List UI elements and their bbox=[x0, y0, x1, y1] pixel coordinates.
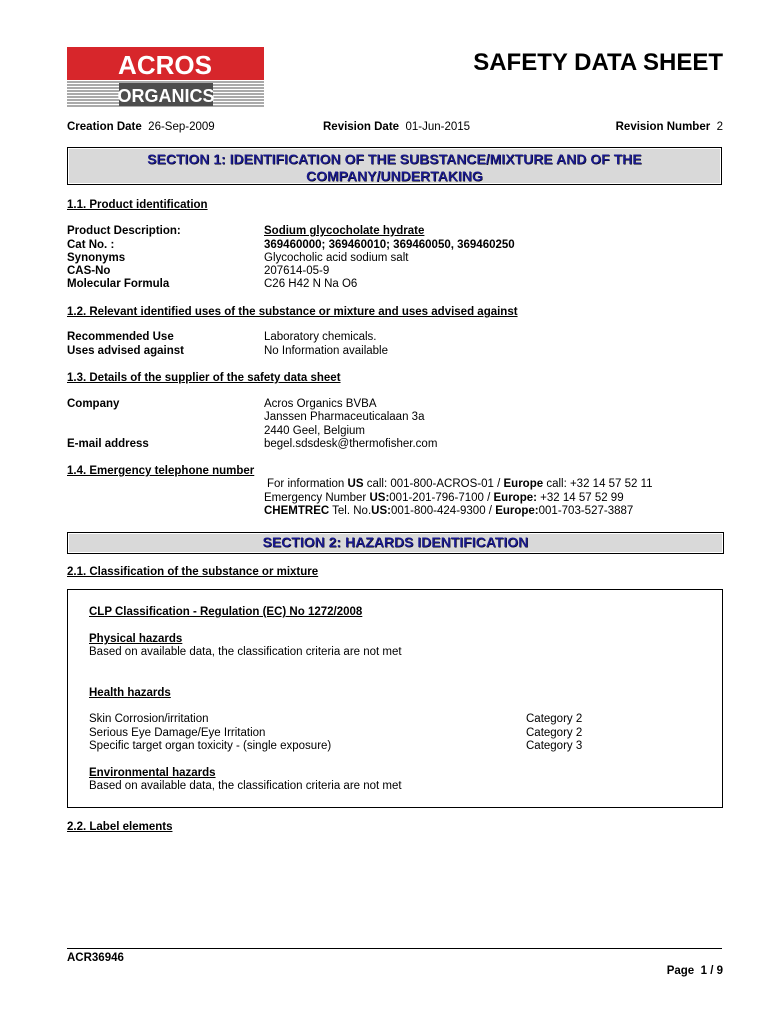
company-label: Company bbox=[67, 398, 120, 410]
use-label: Recommended Use bbox=[67, 331, 174, 343]
logo-line2: ORGANICS bbox=[117, 86, 215, 106]
use-value: No Information available bbox=[264, 345, 389, 357]
physical-hazards-text: Based on available data, the classification criteria are not met bbox=[89, 646, 402, 658]
product-value: Sodium glycocholate hydrate bbox=[264, 225, 425, 237]
hazard-category: Category 2 bbox=[526, 727, 583, 739]
use-value: Laboratory chemicals. bbox=[264, 331, 377, 343]
clp-title: CLP Classification - Regulation (EC) No 1272/2008 bbox=[89, 606, 363, 618]
email-value[interactable]: begel.sdsdesk@thermofisher.com bbox=[264, 438, 438, 450]
s14-title: 1.4. Emergency telephone number bbox=[67, 465, 255, 477]
acros-organics-logo bbox=[67, 47, 264, 108]
section1-heading: SECTION 1: IDENTIFICATION OF THE SUBSTANCE/MIXTURE AND OF THE COMPANY/UNDERTAKING bbox=[67, 147, 722, 185]
product-label: Synonyms bbox=[67, 252, 126, 264]
s12-title: 1.2. Relevant identified uses of the substance or mixture and uses advised against bbox=[67, 306, 518, 318]
hazard-category: Category 2 bbox=[526, 713, 583, 725]
product-value: 207614-05-9 bbox=[264, 265, 330, 277]
product-label: CAS-No bbox=[67, 265, 111, 277]
footer-divider bbox=[67, 948, 722, 949]
product-value: C26 H42 N Na O6 bbox=[264, 278, 358, 290]
hazard-category: Category 3 bbox=[526, 740, 583, 752]
document-code: ACR36946 bbox=[67, 952, 124, 964]
use-label: Uses advised against bbox=[67, 345, 184, 357]
hazard-name: Skin Corrosion/irritation bbox=[89, 713, 209, 725]
company-line: Acros Organics BVBA bbox=[264, 398, 377, 410]
s21-title: 2.1. Classification of the substance or mixture bbox=[67, 566, 319, 578]
creation-date: Creation Date 26-Sep-2009 bbox=[67, 121, 215, 133]
s11-title: 1.1. Product identification bbox=[67, 199, 208, 211]
hazard-name: Serious Eye Damage/Eye Irritation bbox=[89, 727, 266, 739]
email-label: E-mail address bbox=[67, 438, 149, 450]
company-line: Janssen Pharmaceuticalaan 3a bbox=[264, 411, 425, 424]
product-label: Product Description: bbox=[67, 225, 181, 237]
page-number: Page 1 / 9 bbox=[666, 965, 723, 977]
s22-title: 2.2. Label elements bbox=[67, 821, 173, 833]
company-line: 2440 Geel, Belgium bbox=[264, 424, 366, 437]
logo-line1: ACROS bbox=[118, 50, 212, 80]
section2-heading: SECTION 2: HAZARDS IDENTIFICATION bbox=[67, 532, 724, 554]
product-value: Glycocholic acid sodium salt bbox=[264, 252, 409, 264]
revision-number: Revision Number 2 bbox=[615, 121, 723, 133]
product-label: Molecular Formula bbox=[67, 278, 170, 290]
product-label: Cat No. : bbox=[67, 239, 115, 251]
health-hazards-title: Health hazards bbox=[89, 687, 171, 699]
physical-hazards-title: Physical hazards bbox=[89, 633, 183, 645]
document-title: SAFETY DATA SHEET bbox=[473, 49, 723, 76]
environmental-hazards-text: Based on available data, the classification criteria are not met bbox=[89, 780, 402, 792]
revision-date: Revision Date 01-Jun-2015 bbox=[323, 121, 471, 133]
s13-title: 1.3. Details of the supplier of the safety data sheet bbox=[67, 372, 341, 384]
product-value: 369460000; 369460010; 369460050, 369460250 bbox=[264, 239, 515, 251]
hazard-name: Specific target organ toxicity - (single exposure) bbox=[89, 740, 332, 752]
environmental-hazards-title: Environmental hazards bbox=[89, 767, 216, 779]
